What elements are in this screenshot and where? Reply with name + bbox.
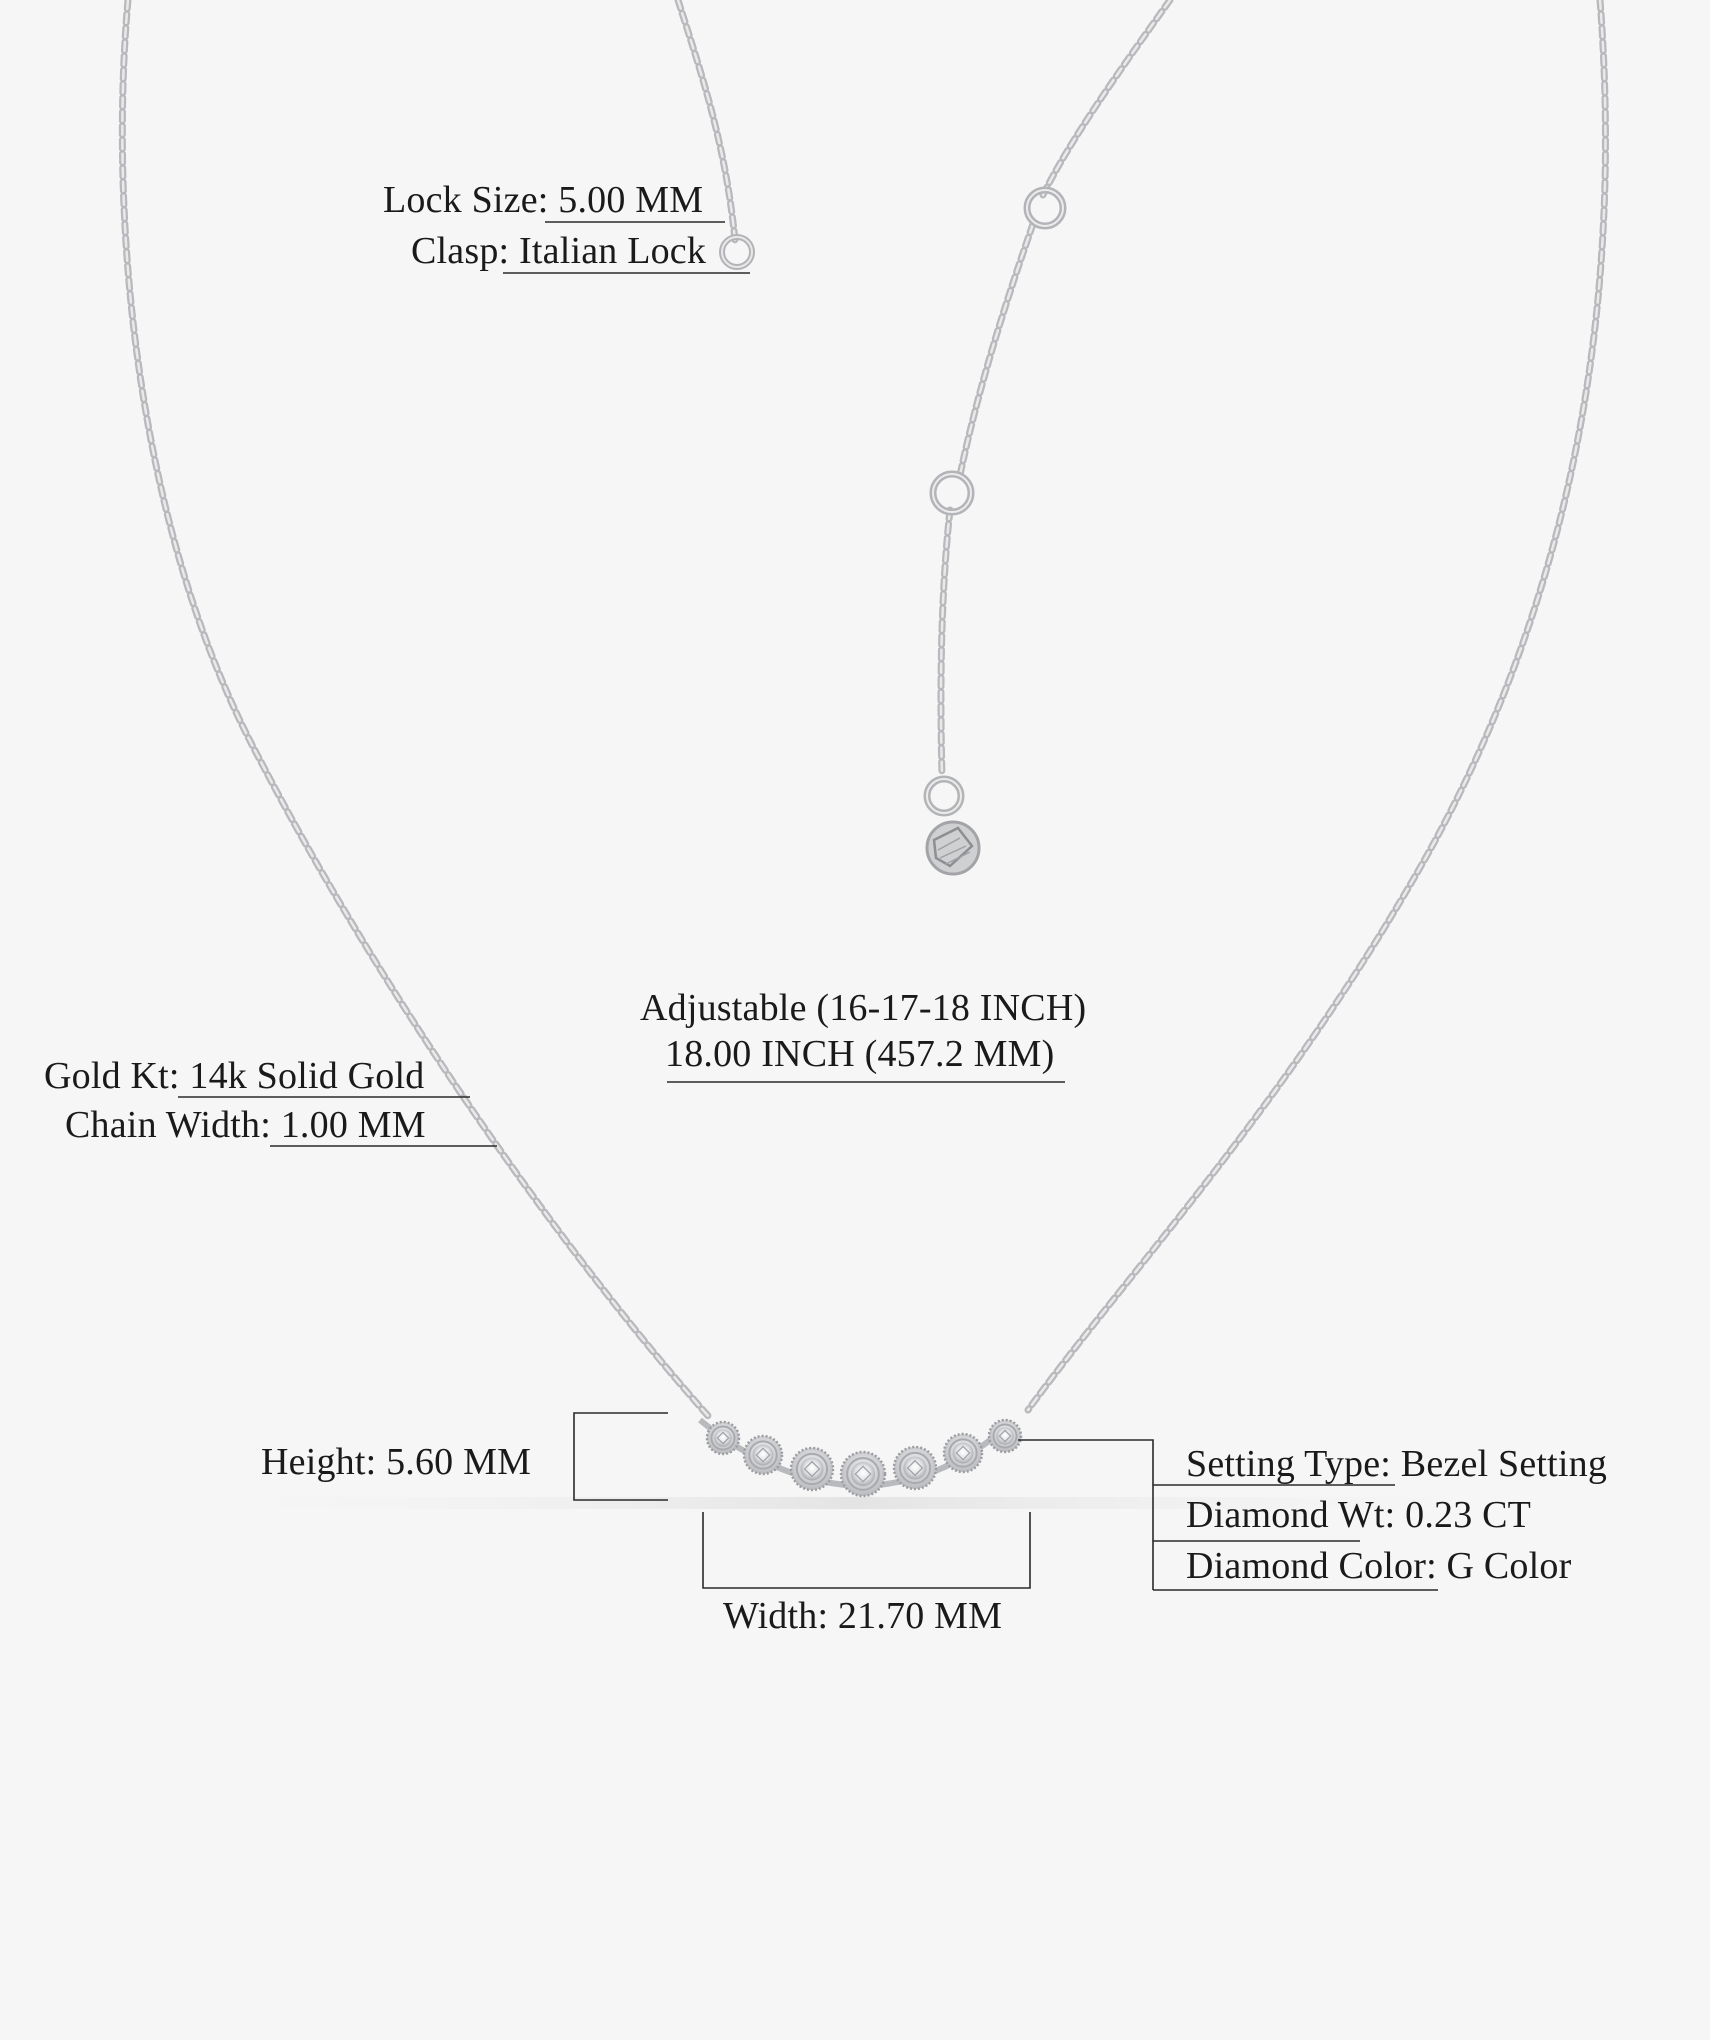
diamond-wt-label: Diamond Wt: — [1186, 1494, 1396, 1536]
stone-specs-bracket — [1018, 1440, 1153, 1590]
chain-width-spec — [65, 1106, 426, 1144]
chain — [122, 0, 1605, 1418]
extender-ring-middle — [933, 474, 971, 512]
extender-ring-bottom — [927, 779, 961, 813]
bezel-stone — [707, 1422, 739, 1454]
bezel-stone — [944, 1434, 982, 1472]
gold-kt-spec — [44, 1057, 424, 1095]
height-bracket — [574, 1413, 668, 1500]
bezel-stone — [894, 1447, 936, 1489]
brand-tag-disc — [927, 822, 979, 874]
lock-size-label: Lock Size: — [383, 179, 549, 221]
diamond-wt-spec — [1186, 1496, 1531, 1534]
bezel-stone — [989, 1420, 1021, 1452]
diamond-color-spec — [1186, 1547, 1571, 1585]
leader-lines — [178, 222, 1438, 1590]
chain-right — [1028, 0, 1605, 1410]
diamond-wt-value: 0.23 CT — [1395, 1494, 1532, 1536]
width-bracket — [703, 1512, 1030, 1588]
lock-size-spec — [383, 181, 703, 219]
extender-rings — [927, 190, 1063, 813]
lock-size-value: 5.00 MM — [548, 179, 704, 221]
setting-type-spec — [1186, 1445, 1607, 1483]
chain-extender — [941, 0, 1170, 775]
bezel-stone — [744, 1436, 782, 1474]
width-spec: Width: 21.70 MM — [723, 1595, 1003, 1637]
chain-width-label: Chain Width: — [65, 1104, 272, 1146]
diamond-color-label: Diamond Color: — [1186, 1545, 1437, 1587]
length-value: 18.00 INCH (457.2 MM) — [665, 1033, 1055, 1075]
length-adjustable: Adjustable (16-17-18 INCH) — [640, 987, 1087, 1029]
gold-kt-value: 14k Solid Gold — [179, 1055, 425, 1097]
diamond-color-value: G Color — [1436, 1545, 1572, 1587]
clasp-value: Italian Lock — [509, 230, 707, 272]
chain-width-value: 1.00 MM — [271, 1104, 426, 1146]
setting-type-label: Setting Type: — [1186, 1443, 1392, 1485]
setting-type-value: Bezel Setting — [1391, 1443, 1608, 1485]
bezel-stone — [841, 1452, 885, 1496]
gold-kt-label: Gold Kt: — [44, 1055, 180, 1097]
clasp-spec — [411, 232, 706, 270]
height-spec: Height: 5.60 MM — [261, 1441, 532, 1483]
bezel-stone — [791, 1448, 833, 1490]
bezel-stones — [707, 1420, 1021, 1496]
clasp-label: Clasp: — [411, 230, 510, 272]
